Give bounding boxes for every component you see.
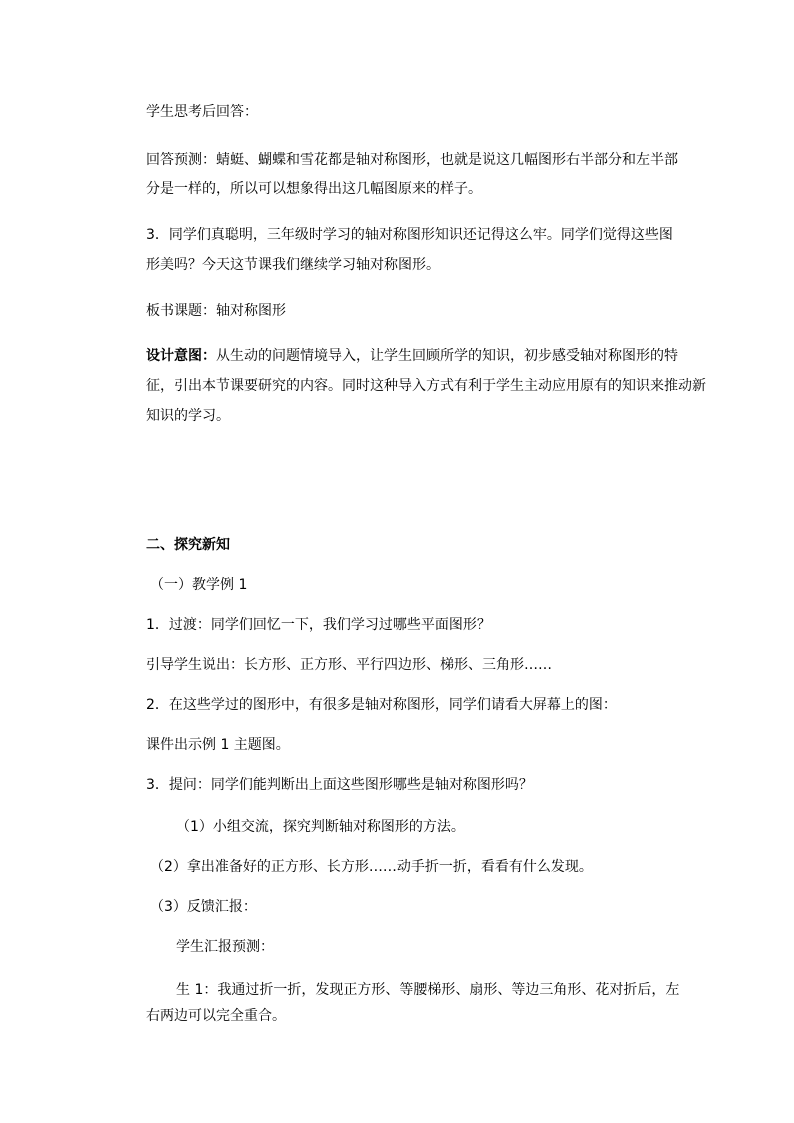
design-intent-line-1 <box>146 347 678 365</box>
answer-prediction-line-2: 分是一样的，所以可以想象得出这几幅图原来的样子。 <box>146 181 482 197</box>
item-2: 2．在这些学过的图形中，有很多是轴对称图形，同学们请看大屏幕上的图： <box>146 697 617 713</box>
item-3-question: 3．提问：同学们能判断出上面这些图形哪些是轴对称图形吗？ <box>146 777 533 793</box>
answer-prediction-line-1: 回答预测：蜻蜓、蝴蝶和雪花都是轴对称图形，也就是说这几幅图形右半部分和左半部 <box>146 152 678 168</box>
student-answer-intro: 学生思考后回答： <box>146 104 258 120</box>
section-heading: 二、探究新知 <box>146 537 230 553</box>
subsection-heading: （一）教学例 1 <box>150 577 248 593</box>
courseware-example: 课件出示例 1 主题图。 <box>146 737 290 753</box>
sub-item-1: （1）小组交流，探究判断轴对称图形的方法。 <box>176 819 465 835</box>
guide-students: 引导学生说出：长方形、正方形、平行四边形、梯形、三角形…… <box>146 657 552 673</box>
transition-question: 1．过渡：同学们回忆一下，我们学习过哪些平面图形？ <box>146 617 491 633</box>
student-report-heading: 学生汇报预测： <box>176 939 274 955</box>
sub-item-3: （3）反馈汇报： <box>150 899 257 915</box>
item-3-line-2: 形美吗？今天这节课我们继续学习轴对称图形。 <box>146 257 440 273</box>
sub-item-2: （2）拿出准备好的正方形、长方形……动手折一折，看看有什么发现。 <box>150 859 593 875</box>
design-intent-text: 从生动的问题情境导入，让学生回顾所学的知识，初步感受轴对称图形的特 <box>216 348 678 364</box>
design-intent-label: 设计意图： <box>146 348 216 364</box>
design-intent-line-3: 知识的学习。 <box>146 408 230 424</box>
item-3-line-1: 3．同学们真聪明，三年级时学习的轴对称图形知识还记得这么牢。同学们觉得这些图 <box>146 227 673 243</box>
student-1-line-2: 右两边可以完全重合。 <box>146 1008 286 1024</box>
board-title: 板书课题：轴对称图形 <box>146 303 286 319</box>
student-1-line-1: 生 1：我通过折一折，发现正方形、等腰梯形、扇形、等边三角形、花对折后，左 <box>176 982 680 998</box>
design-intent-line-2: 征，引出本节课要研究的内容。同时这种导入方式有利于学生主动应用原有的知识来推动新 <box>146 378 706 394</box>
